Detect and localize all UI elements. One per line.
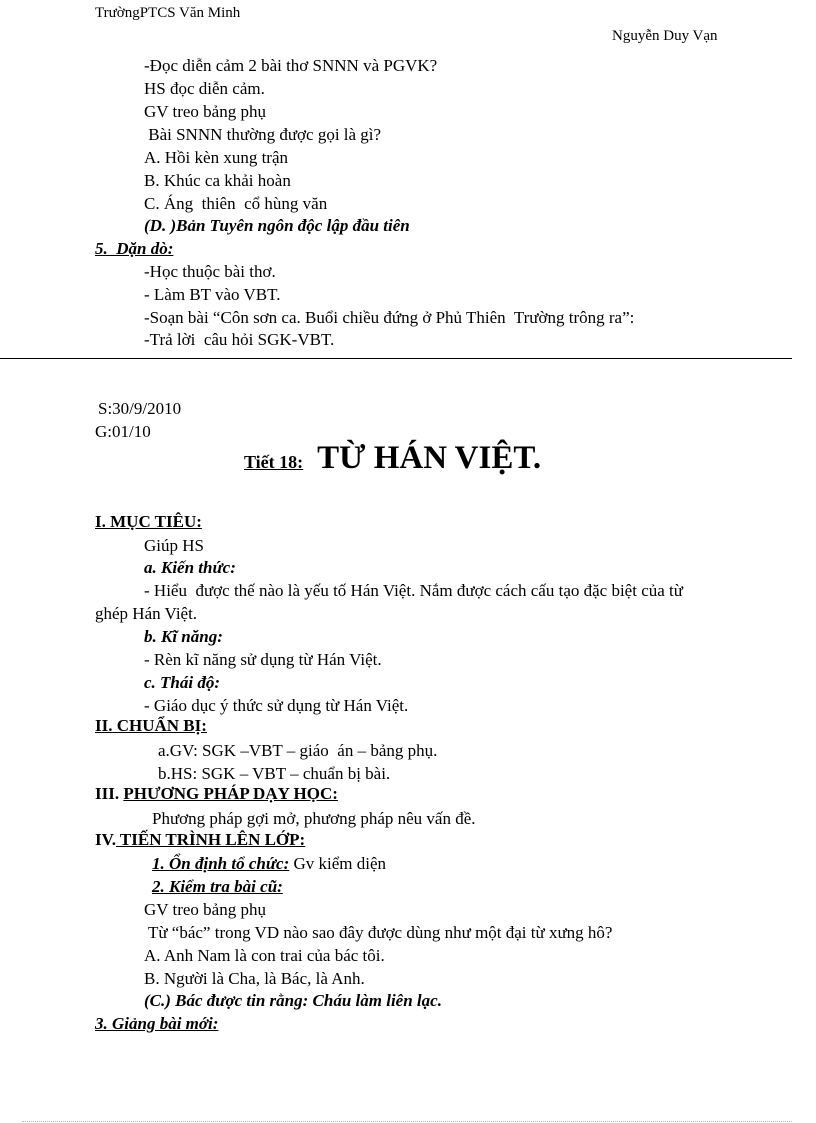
knowledge-text: - Hiểu được thế nào là yếu tố Hán Việt. Nắm được cách cấu tạo đặc biệt của từ	[144, 581, 683, 600]
quiz-line: B. Người là Cha, là Bác, là Anh.	[144, 969, 365, 988]
lesson-title-row	[244, 440, 541, 477]
page-bottom-border	[22, 1121, 792, 1122]
homework-item: -Soạn bài “Côn sơn ca. Buổi chiều đứng ở Phủ Thiên Trường trông ra”:	[144, 308, 635, 327]
step1-row	[152, 852, 386, 875]
step1-heading: 1. Ổn định tổ chức:	[152, 854, 290, 873]
homework-item: - Làm BT vào VBT.	[144, 285, 281, 304]
section-objectives-heading: I. MỤC TIÊU:	[95, 512, 202, 531]
attitude-text: - Giáo dục ý thức sử dụng từ Hán Việt.	[144, 696, 409, 715]
teacher-name: Nguyễn Duy Vạn	[612, 28, 718, 44]
period-label: Tiết 18:	[244, 452, 304, 472]
section-procedure-heading: TIẾN TRÌNH LÊN LỚP:	[115, 830, 306, 849]
prev-answer: (D. )Bản Tuyên ngôn độc lập đầu tiên	[144, 216, 410, 235]
lesson-title: TỪ HÁN VIỆT.	[317, 440, 542, 476]
quiz-line: A. Anh Nam là con trai của bác tôi.	[144, 946, 385, 965]
school-name: TrườngPTCS Văn Minh	[95, 5, 241, 21]
homework-heading: 5. Dặn dò:	[95, 239, 174, 258]
prev-line: A. Hồi kèn xung trận	[144, 148, 289, 167]
method-text: Phương pháp gợi mở, phương pháp nêu vấn đề.	[152, 809, 476, 828]
section-method-heading: PHƯƠNG PHÁP DẠY HỌC:	[123, 784, 338, 803]
quiz-line: Từ “bác” trong VD nào sao đây được dùng như một đại từ xưng hô?	[144, 923, 613, 942]
attitude-heading: c. Thái độ:	[144, 673, 221, 692]
quiz-line: GV treo bảng phụ	[144, 900, 266, 919]
date-g: G:01/10	[95, 422, 151, 441]
step1-text: Gv kiểm diện	[289, 854, 387, 873]
skills-heading: b. Kĩ năng:	[144, 627, 223, 646]
prev-line: B. Khúc ca khải hoàn	[144, 171, 291, 190]
prep-student: b.HS: SGK – VBT – chuẩn bị bài.	[158, 764, 391, 783]
section-method-prefix: III.	[95, 784, 124, 803]
step3-heading: 3. Giảng bài mới:	[95, 1014, 219, 1033]
section-method-row	[95, 784, 338, 804]
section-preparation-heading: II. CHUẨN BỊ:	[95, 716, 207, 735]
section-procedure-row	[95, 830, 305, 850]
prev-line: HS đọc diễn cảm.	[144, 79, 265, 98]
prev-line: -Đọc diễn cảm 2 bài thơ SNNN và PGVK?	[144, 56, 438, 75]
quiz-answer: (C.) Bác được tin rằng: Cháu làm liên lạc.	[144, 991, 442, 1010]
prev-line: Bài SNNN thường được gọi là gì?	[144, 125, 382, 144]
page-divider	[0, 358, 792, 359]
knowledge-heading: a. Kiến thức:	[144, 558, 236, 577]
prev-line: C. Áng thiên cổ hùng văn	[144, 194, 328, 213]
homework-item: -Học thuộc bài thơ.	[144, 262, 276, 281]
homework-item: -Trả lời câu hỏi SGK-VBT.	[144, 330, 335, 349]
skills-text: - Rèn kĩ năng sử dụng từ Hán Việt.	[144, 650, 382, 669]
step2-heading: 2. Kiểm tra bài cũ:	[152, 877, 283, 896]
knowledge-text-cont: ghép Hán Việt.	[95, 604, 198, 623]
objectives-intro: Giúp HS	[144, 536, 204, 555]
date-s: S:30/9/2010	[98, 399, 182, 418]
section-procedure-prefix: IV.	[95, 830, 116, 849]
prep-teacher: a.GV: SGK –VBT – giáo án – bảng phụ.	[158, 741, 438, 760]
prev-line: GV treo bảng phụ	[144, 102, 266, 121]
